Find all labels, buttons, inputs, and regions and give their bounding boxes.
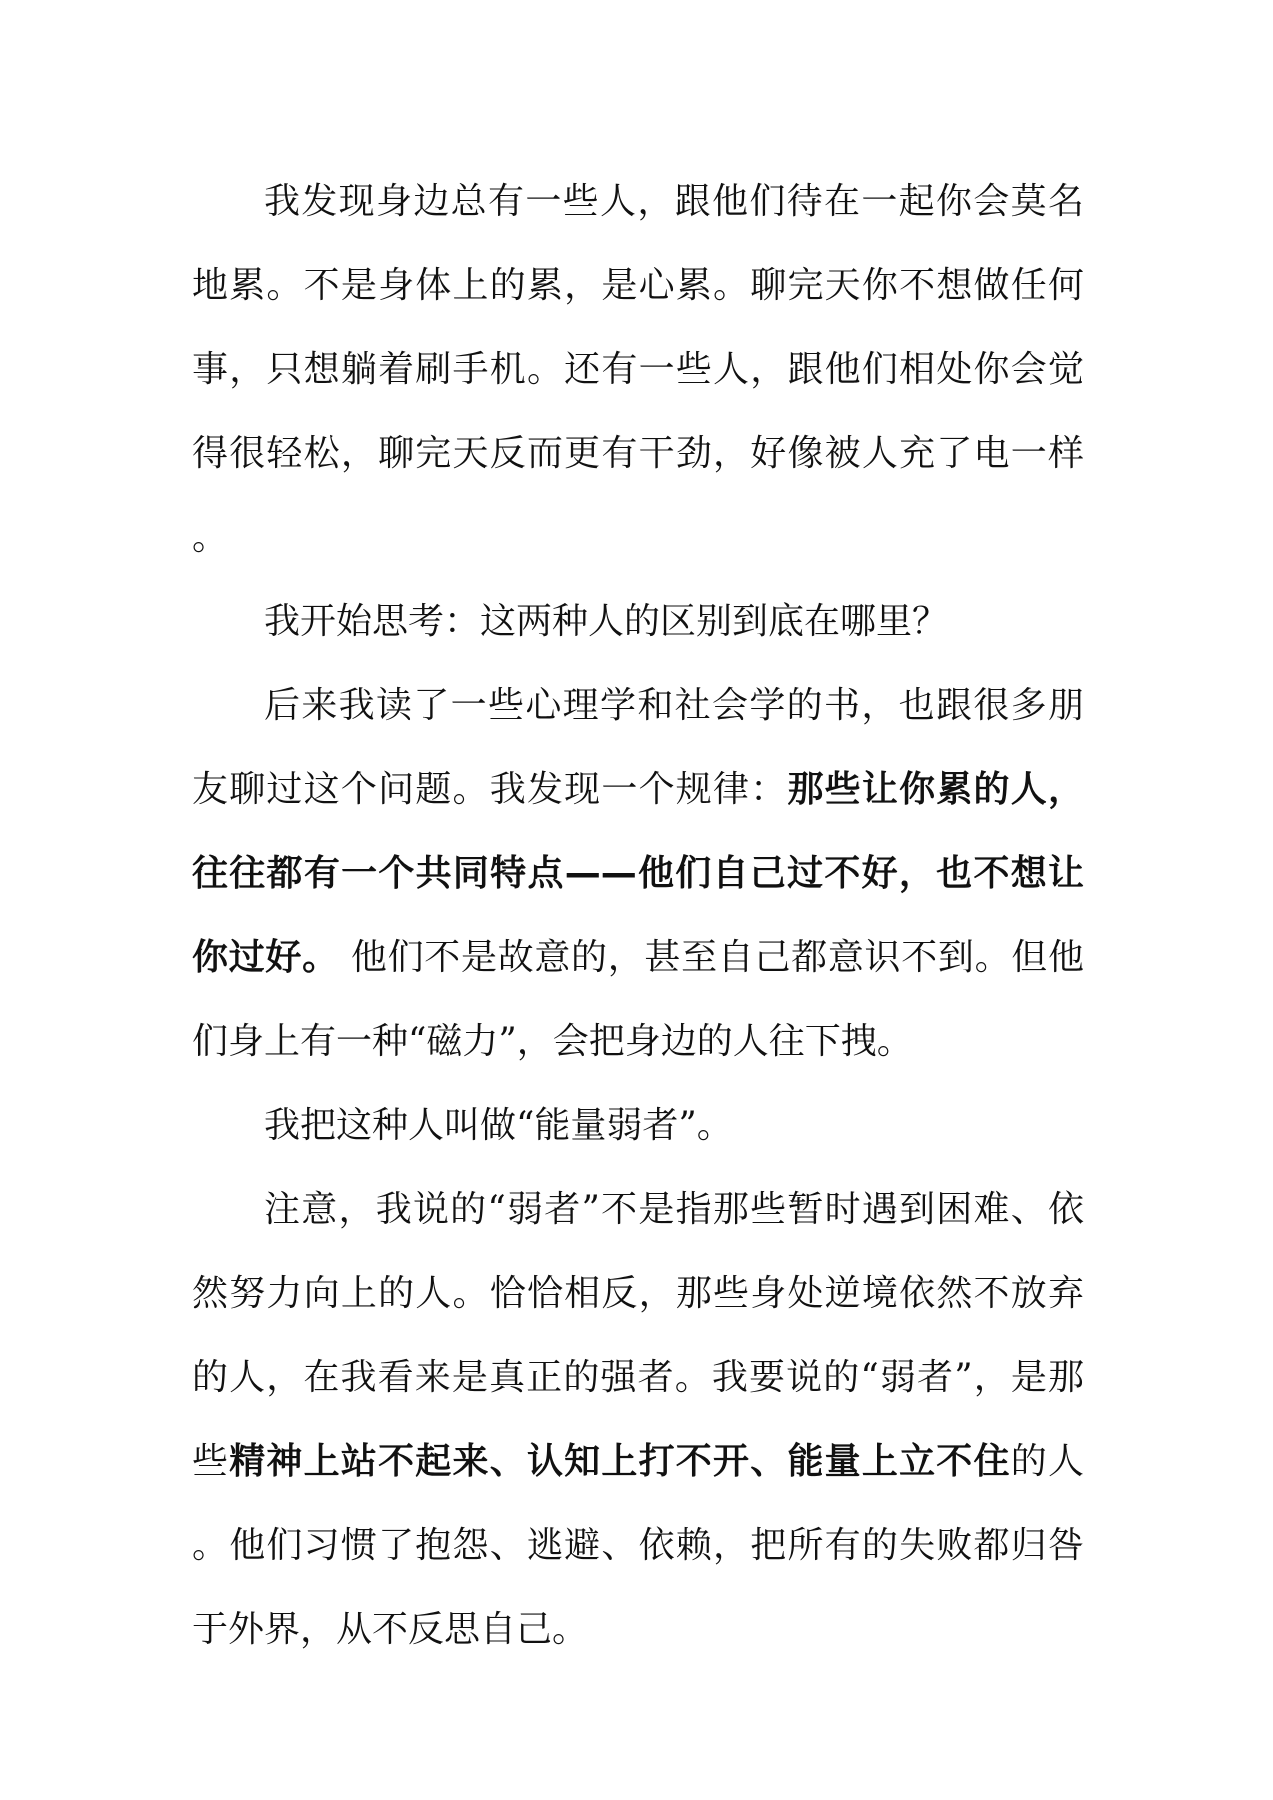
paragraph-5-text-lead: 注意，我说的“弱者”不是指那些暂时遇到困难、依然努力向上的人。恰恰相反，那些身处逆境依然不放弃的人，在我看来是真正的强者。我要说的“弱者”，是那些 [192,1189,1084,1482]
paragraph-2-text: 我开始思考：这两种人的区别到底在哪里？ [264,601,949,642]
paragraph-4 [192,1084,1084,1168]
paragraph-3-text-tail: 他们不是故意的，甚至自己都意识不到。但他们身上有一种“磁力”，会把身边的人往下拽。 [192,937,1084,1062]
paragraph-3-emphasis: 那些让你累的人，往往都有一个共同特点——他们自己过不好，也不想让你过好。 [192,769,1084,978]
paragraph-2 [192,580,1084,664]
paragraph-3 [192,664,1084,1084]
paragraph-5-text-tail: 的人。他们习惯了抱怨、逃避、依赖，把所有的失败都归咎于外界，从不反思自己。 [192,1441,1084,1650]
paragraph-3-text-lead: 后来我读了一些心理学和社会学的书，也跟很多朋友聊过这个问题。我发现一个规律： [192,685,1084,810]
paragraph-1 [192,160,1084,580]
paragraph-5 [192,1168,1084,1672]
paragraph-1-text: 我发现身边总有一些人，跟他们待在一起你会莫名地累。不是身体上的累，是心累。聊完天你不想做任何事，只想躺着刷手机。还有一些人，跟他们相处你会觉得很轻松，聊完天反而更有干劲，好像被人充了电一样。 [192,181,1084,558]
article-body [192,160,1084,1672]
paragraph-5-emphasis: 精神上站不起来、认知上打不开、能量上立不住 [229,1441,1011,1482]
paragraph-4-text: 我把这种人叫做“能量弱者”。 [264,1105,733,1146]
